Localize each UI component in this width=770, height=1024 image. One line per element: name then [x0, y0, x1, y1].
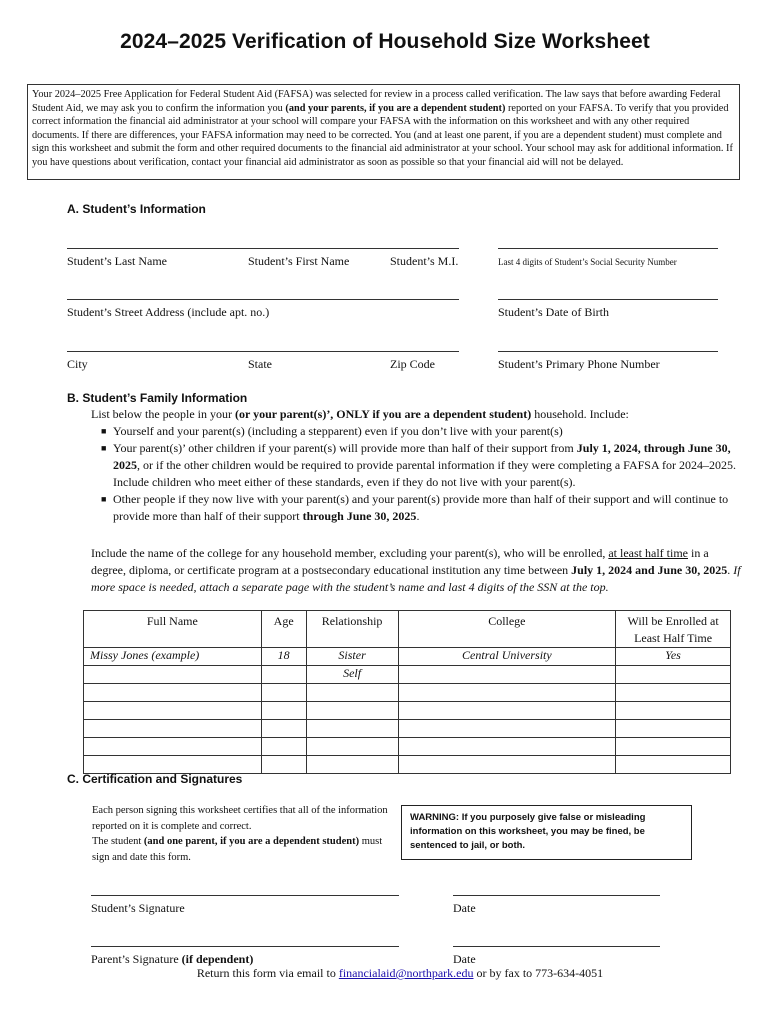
city-label: City — [67, 357, 88, 371]
parent-sig-text: Parent’s Signature — [91, 952, 182, 966]
cell-enrolled[interactable] — [616, 756, 731, 774]
include-list — [101, 423, 741, 525]
cert-text: The student — [92, 836, 144, 847]
certification-text — [92, 803, 392, 865]
email-link[interactable]: financialaid@northpark.edu — [338, 966, 474, 980]
cell-college[interactable] — [398, 720, 616, 738]
address-line[interactable] — [67, 299, 459, 300]
phone-label: Student’s Primary Phone Number — [498, 357, 660, 371]
cell-age[interactable] — [261, 684, 306, 702]
mi-label: Student’s M.I. — [390, 254, 459, 268]
page-title: 2024–2025 Verification of Household Size Worksheet — [120, 30, 650, 53]
footer-text: Return this form via email to — [196, 966, 339, 980]
col-header-college: College — [398, 611, 616, 648]
college-bold: July 1, 2024 and June 30, 2025 — [571, 563, 728, 577]
list-intro-text: List below the people in your — [91, 407, 235, 421]
cert-text: must sign and date this form. — [92, 836, 383, 863]
bullet-text: , or if the other children would be required to provide parental information if they were completing a FAFSA for 2024–2025. Include children who meet either of these standards, even if they do not live with your parent(s). — [113, 458, 736, 489]
bullet-icon: ■ — [101, 494, 107, 504]
table-row — [84, 756, 731, 774]
warning-box: WARNING: If you purposely give false or misleading information on this worksheet, you may be fined, be sentenced to jail, or both. — [401, 805, 692, 860]
student-date-label: Date — [453, 901, 476, 915]
col-header-relationship: Relationship — [306, 611, 398, 648]
zip-label: Zip Code — [390, 357, 435, 371]
cell-relationship: Self — [306, 666, 398, 684]
dob-label: Student’s Date of Birth — [498, 305, 609, 319]
bullet-text: Other people if they now live with your parent(s) and your parent(s) provide more than half of their support and will continue to provide more than half of their support — [113, 492, 729, 523]
bullet-bold: July 1, 2024, through June 30, 2025 — [113, 441, 731, 472]
list-item — [101, 423, 741, 440]
college-text: Include the name of the college for any household member, excluding your parent(s), who will be enrolled, — [91, 546, 609, 560]
table-row-self — [84, 666, 731, 684]
cell-name[interactable] — [84, 738, 262, 756]
parent-date-label: Date — [453, 952, 476, 966]
student-signature-line[interactable] — [91, 895, 399, 896]
bullet-icon: ■ — [101, 443, 107, 453]
cell-age[interactable] — [261, 666, 306, 684]
city-state-zip-line[interactable] — [67, 351, 459, 352]
bullet-text: Your parent(s)’ other children if your parent(s) will provide more than half of their support from — [113, 441, 577, 455]
list-intro-end: household. Include: — [531, 407, 629, 421]
cell-enrolled[interactable] — [616, 684, 731, 702]
ssn-label: Last 4 digits of Student’s Social Security Number — [498, 257, 677, 267]
section-c-heading: C. Certification and Signatures — [67, 772, 243, 786]
cell-college[interactable] — [398, 684, 616, 702]
state-label: State — [248, 357, 272, 371]
cell-college[interactable] — [398, 702, 616, 720]
cell-age: 18 — [261, 648, 306, 666]
cell-relationship[interactable] — [306, 756, 398, 774]
footer-text: or by fax to 773-634-4051 — [473, 966, 604, 980]
student-date-line[interactable] — [453, 895, 660, 896]
list-intro-bold: (or your parent(s)’, ONLY if you are a dependent student) — [234, 407, 532, 421]
cell-enrolled: Yes — [616, 648, 731, 666]
footer-return — [0, 966, 770, 981]
cell-enrolled[interactable] — [616, 702, 731, 720]
table-row — [84, 702, 731, 720]
parent-signature-label — [91, 952, 253, 967]
phone-line[interactable] — [498, 351, 718, 352]
table-row — [84, 684, 731, 702]
cell-enrolled[interactable] — [616, 720, 731, 738]
list-item — [101, 440, 741, 491]
college-instructions — [91, 545, 741, 596]
bullet-text: Yourself and your parent(s) (including a stepparent) even if you don’t live with your parent(s) — [113, 424, 563, 438]
household-table — [83, 610, 731, 774]
col-header-age: Age — [261, 611, 306, 648]
college-text: in a degree, diploma, or certificate program at a postsecondary educational institution any time between — [91, 546, 709, 577]
cell-name[interactable] — [84, 756, 262, 774]
cell-name[interactable] — [84, 666, 262, 684]
intro-paragraph — [27, 84, 740, 180]
cell-age[interactable] — [261, 756, 306, 774]
cell-college: Central University — [398, 648, 616, 666]
college-underlined: at least half time — [608, 546, 688, 560]
table-row — [84, 720, 731, 738]
cell-name: Missy Jones (example) — [84, 648, 262, 666]
table-header-row — [84, 611, 731, 648]
section-b-heading: B. Student’s Family Information — [67, 391, 248, 405]
address-label: Student’s Street Address (include apt. no.) — [67, 305, 270, 319]
bullet-icon: ■ — [101, 426, 107, 436]
bullet-text: . — [416, 509, 420, 523]
list-intro — [91, 406, 741, 423]
parent-sig-bold: (if dependent) — [181, 952, 254, 966]
col-header-enrolled: Will be Enrolled at Least Half Time — [616, 611, 731, 648]
college-italic: If more space is needed, attach a separate page with the student’s name and last 4 digits of the SSN at the top. — [91, 563, 741, 594]
cell-age[interactable] — [261, 702, 306, 720]
cell-name[interactable] — [84, 720, 262, 738]
student-signature-label: Student’s Signature — [91, 901, 185, 915]
col-header-name: Full Name — [84, 611, 262, 648]
parent-signature-line[interactable] — [91, 946, 399, 947]
cell-relationship[interactable] — [306, 702, 398, 720]
cell-name[interactable] — [84, 702, 262, 720]
intro-text-bold: (and your parents, if you are a dependent student) — [285, 102, 506, 114]
cell-name[interactable] — [84, 684, 262, 702]
cell-enrolled[interactable] — [616, 738, 731, 756]
intro-text-1: Your 2024–2025 Free Application for Federal Student Aid (FAFSA) was selected for review in a process called verification. The law says that before awarding Federal Student Aid, we may ask you to confirm the information you — [32, 89, 721, 114]
last-name-label: Student’s Last Name — [67, 254, 167, 268]
cell-enrolled[interactable] — [616, 666, 731, 684]
name-line[interactable] — [67, 248, 459, 249]
parent-date-line[interactable] — [453, 946, 660, 947]
section-a-heading: A. Student’s Information — [67, 202, 206, 216]
intro-text-2: reported on your FAFSA. To verify that you provided correct information the financial aid administrator at your school will compare your FAFSA with the information on this worksheet and with any other required documents. If there are differences, your FAFSA information may need to be corrected. You (and at least one parent, if you are a dependent student) must complete and sign this worksheet and submit the form and other required documents to the financial aid administrator at your school. Your school may ask for additional information. If you have questions about verification, contact your financial aid administrator as soon as possible so that your financial aid will not be delayed. — [32, 102, 733, 168]
bullet-bold: through June 30, 2025 — [302, 509, 417, 523]
cell-age[interactable] — [261, 738, 306, 756]
cell-college[interactable] — [398, 666, 616, 684]
dob-line[interactable] — [498, 299, 718, 300]
cert-bold: (and one parent, if you are a dependent student) — [143, 836, 360, 847]
cell-relationship: Sister — [306, 648, 398, 666]
cell-relationship[interactable] — [306, 720, 398, 738]
table-row — [84, 738, 731, 756]
cert-text: Each person signing this worksheet certifies that all of the information reported on it is complete and correct. — [92, 805, 388, 832]
first-name-label: Student’s First Name — [248, 254, 350, 268]
college-text: . — [727, 563, 734, 577]
cell-relationship[interactable] — [306, 684, 398, 702]
cell-college[interactable] — [398, 756, 616, 774]
cell-relationship[interactable] — [306, 738, 398, 756]
list-item — [101, 491, 741, 525]
cell-age[interactable] — [261, 720, 306, 738]
cell-college[interactable] — [398, 738, 616, 756]
table-row-example — [84, 648, 731, 666]
household-instructions — [91, 406, 741, 525]
ssn-line[interactable] — [498, 248, 718, 249]
